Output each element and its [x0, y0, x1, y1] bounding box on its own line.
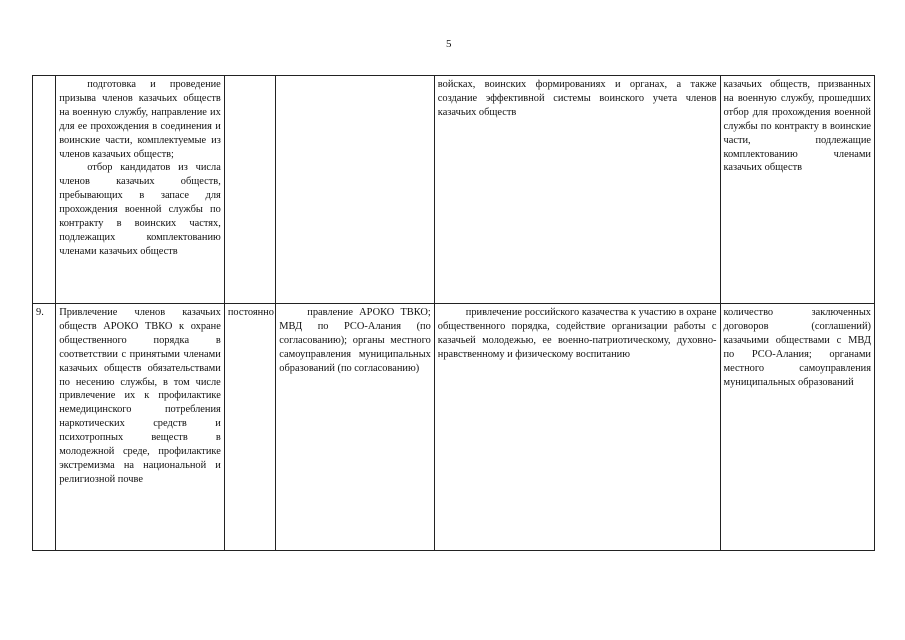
plan-table	[32, 75, 875, 551]
activity-paragraph: отбор кандидатов из числа членов казачьих обществ, пребывающих в запасе для прохождения военной службы по контракту в воинских частях, подлежащих комплектованию членами казачьих обществ	[59, 162, 221, 257]
indicator-cell: количество заключенных договоров (соглашений) казачьими обществами с МВД по РСО-Алания; органами местного самоуправления муниципальных образований	[720, 304, 875, 551]
result-cell: привлечение российского казачества к участию в охране общественного порядка, содействие организации работы с казачьей молодежью, ее военно-патриотическому, духовно-нравственному и физическому воспитанию	[434, 304, 720, 551]
activity-paragraph: Привлечение членов казачьих обществ АРОКО ТВКО к охране общественного порядка в соответствии с принятыми членами казачьих обществ обязательствами по несению службы, в том числе привлечение их к профилактике немедицинского потребления наркотических средств и психотропных веществ в молодежной среде, профилактике экстремизма на национальной и религиозной почве	[59, 307, 221, 485]
activity-cell	[56, 76, 225, 304]
result-cell: войсках, воинских формированиях и органах, а также создание эффективной системы воинского учета членов казачьих обществ	[434, 76, 720, 304]
row-number-cell: 9.	[33, 304, 56, 551]
page-number: 5	[446, 38, 452, 50]
term-cell: постоянно	[224, 304, 275, 551]
row-number-cell	[33, 76, 56, 304]
table-row	[33, 304, 875, 551]
activity-paragraph: подготовка и проведение призыва членов казачьих обществ на военную службу, направление их для ее прохождения в соединения и воинские части, комплектуемые из членов казачьих обществ;	[59, 79, 221, 160]
term-cell	[224, 76, 275, 304]
table-row	[33, 76, 875, 304]
responsible-cell	[276, 76, 435, 304]
indicator-cell: казачьих обществ, призванных на военную службу, прошедших отбор для прохождения военной службы по контракту в воинские части, подлежащие комплектованию членами казачьих обществ	[720, 76, 875, 304]
activity-cell	[56, 304, 225, 551]
responsible-cell: правление АРОКО ТВКО; МВД по РСО-Алания (по согласованию); органы местного самоуправления муниципальных образований (по согласованию)	[276, 304, 435, 551]
